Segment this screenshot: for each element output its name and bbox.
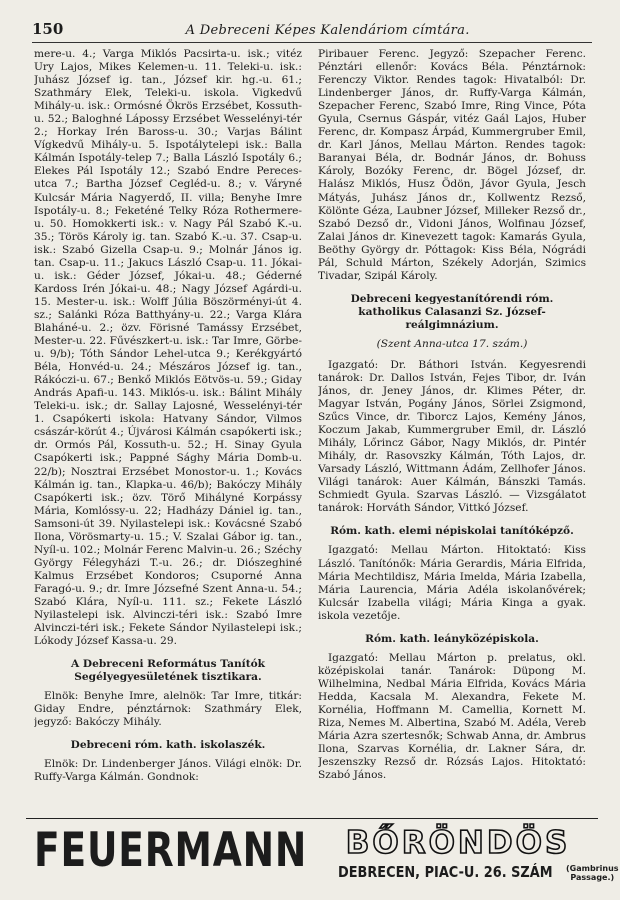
section-title-girls-school: Róm. kath. leányközépiskola. — [365, 632, 539, 645]
section-body-calasanzi-gymnasium: Igazgató: Dr. Báthori István. Kegyesrendi tanárok: Dr. Dallos István, Fejes Tibor, dr. Iván János, dr. Jeney János, dr. Klimes Péter, dr. Magyar István, Pogány János, Sörlei Zsigmond, Szűcs Vince, dr. Tiborcz Lajos, Kemény János, Koczum Jakab, Kummergruber Emil, dr. László Mihály, Lőrincz Gábor, Nagy Miklós, dr. Pintér Mihály, dr. Rasovszky Kálmán, Tóth Lajos, dr. Varsady László, Wittmann Ádám, Zellhofer János. Világi tanárok: Auer Kálmán, Bánszki Tamás. Schmiedt Gyula. Szarvas László. — Vizsgálatot tanárok: Horváth Sándor, Vittkó József. — [318, 358, 586, 515]
advert-note-line2: Passage.) — [570, 873, 615, 882]
advert-brand-name: FEUERMANN — [34, 823, 308, 878]
right-column — [318, 48, 586, 816]
section-title-teacher-training: Róm. kath. elemi népiskolai tanítóképző. — [330, 525, 574, 538]
section-body-reformed-teachers: Elnök: Benyhe Imre, alelnök: Tar Imre, titkár: Giday Endre, pénztárnok: Szathmáry Elek, jegyző: Bakóczy Mihály. — [34, 690, 302, 729]
advert-note-line1: (Gambrinus — [566, 864, 619, 873]
school-board-continued: Piribauer Ferenc. Jegyző: Szepacher Ferenc. Pénztári ellenőr: Kovács Béla. Pénztárnok: Ferenczy Viktor. Rendes tagok: Hivatalból: Dr. Lindenberger János, dr. Ruffy-Varga Kálmán, Szepacher Ferenc, Szabó Imre, Ring Vince, Póta Gyula, Csernus Gáspár, vitéz Gaál Lajos, Huber Ferenc, dr. Kompasz Árpád, Kummergruber Emil, dr. Karl János, Mellau Márton. Rendes tagok: Baranyai Béla, dr. Bodnár János, dr. Bohuss Károly, Bozóky Ferenc, dr. Bögel József, dr. Halász Miklós, Husz Ödön, Jávor Gyula, Jesch Mátyás, Juhász János dr., Kollwentz Rezső, Kölönte Géza, Laubner József, Milleker Rezső dr., Szabó Dezső dr., Vidoni János, Wolfinau József, Zalai János dr. Kinevezett tagok: Kamarás Gyula, Beöthy György dr. Póttagok: Kiss Béla, Nógrádi Pál, Schuld Márton, Székely Adorján, Szimics Tivadar, Szipál Károly. — [318, 48, 586, 282]
advert-shop-type: BŐRÖNDÖS — [345, 825, 571, 861]
section-subtitle-address: (Szent Anna-utca 17. szám.) — [376, 337, 528, 350]
section-body-teacher-training: Igazgató: Mellau Márton. Hitoktató: Kiss László. Tanítónők: Mária Gerardis, Mária Elfrida, Mária Mechtildisz, Mária Imelda, Mária Izabella, Mária Laurencia, Mária Adéla iskolanővérek; Kulcsár Izabella világi; Mária Kinga a gyak. iskola vezetője. — [318, 544, 586, 622]
teacher-directory-text: mere-u. 4.; Varga Miklós Pacsirta-u. isk.; vitéz Ury Lajos, Mikes Kelemen-u. 11. Teleki-u. isk.: Juhász József ig. tan., József kir. hg.-u. 61.; Szathmáry Elek, Teleki-u. iskola. Vigkedvű Mihály-u. isk.: Ormósné Ökrös Erzsébet, Kossuth-u. 52.; Baloghné Lápossy Erzsébet Wesselényi-tér 2.; Horkay Irén Baross-u. 30.; Varjas Bálint Vígkedvű Mihály-u. 5. Ispotálytelepi isk.: Balla Kálmán Ispotály-telep 7.; Balla László Ispotály 6.; Elekes Pál Ispotály 12.; Szabó Endre Pereces-utca 7.; Bartha József Cegléd-u. 8.; v. Váryné Kulcsár Mária Nagyerdő, II. villa; Benyhe Imre Ispotály-u. 8.; Feketéné Telky Róza Rothermere-u. 50. Homokkerti isk.: v. Nagy Pál Szabó K.-u. 35.; Törös Károly ig. tan. Szabó K.-u. 37. Csap-u. isk.: Szabó Gizella Csap-u. 9.; Molnár János ig. tan. Csap-u. 11.; Jakucs László Csap-u. 11. Jókai-u. isk.: Géder József, Jókai-u. 48.; Géderné Kardoss Irén Jókai-u. 48.; Nagy József Agárdi-u. 15. Mester-u. isk.: Wolff Júlia Böszörményi-út 4. sz.; Salánki Róza Batthyány-u. 22.; Varga Klára Blaháné-u. 2.; özv. Förisné Tamássy Erzsébet, Mester-u. 22. Fűvészkert-u. isk.: Tar Imre, Görbe-u. 9/b); Tóth Sándor Lehel-utca 9.; Kerékgyártó Béla, Honvéd-u. 24.; Mészáros József ig. tan., Rákóczi-u. 67.; Benkő Miklós Eötvös-u. 59.; Giday András Apafi-u. 143. Miklós-u. isk.: Bálint Mihály Teleki-u. isk.; dr. Sallay Lajosné, Wesselényi-tér 1. Csapókerti iskola: Hatvany Sándor, Vilmos császár-körút 4.; Újvárosi Kálmán csapókerti isk.; dr. Ormós Pál, Kossuth-u. 52.; H. Sinay Gyula Csapókerti isk.; Pappné Sághy Mária Domb-u. 22/b); Nosztrai Erzsébet Monostor-u. 1.; Kovács Kálmán ig. tan., Klapka-u. 46/b); Bakóczy Mihály Csapókerti isk.; özv. Törő Mihályné Korpássy Mária, Komlóssy-u. 22; Hadházy Dániel ig. tan., Samsoni-út 39. Nyilastelepi isk.: Kovácsné Szabó Ilona, Vörösmarty-u. 15.; V. Szalai Gábor ig. tan., Nyíl-u. 102.; Molnár Ferenc Malvin-u. 26.; Széchy György Félegyházi T.-u. 26.; dr. Diószeghiné Kalmus Erzsébet Kondoros; Csuporné Anna Faragó-u. 9.; dr. Imre Józsefné Szent Anna-u. 54.; Szabó Klára, Nyíl-u. 111. sz.; Fekete László Nyilastelepi isk. Alvinczi-téri isk.: Szabó Imre Alvinczi-téri isk.; Fekete Sándor Nyilastelepi isk.; Lókody József Kassa-u. 29. — [34, 48, 302, 648]
section-title-reformed-teachers: A Debreceni Református Tanítók Segélyegyesületének tisztikara. — [71, 658, 265, 684]
page-number: 150 — [32, 20, 64, 38]
advert-location-note — [566, 864, 619, 882]
page-header — [32, 20, 592, 42]
section-title-calasanzi-gymnasium: Debreceni kegyestanítórendi róm. katholikus Calasanzi Sz. József-reálgimnázium. — [350, 292, 554, 331]
section-body-school-board: Elnök: Dr. Lindenberger János. Világi elnök: Dr. Ruffy-Varga Kálmán. Gondnok: — [34, 758, 302, 784]
advert-address: DEBRECEN, PIAC-U. 26. SZÁM — [338, 863, 553, 881]
running-title: A Debreceni Képes Kalendáriom címtára. — [185, 23, 470, 38]
section-title-school-board: Debreceni róm. kath. iskolaszék. — [70, 739, 266, 752]
header-rule — [32, 42, 592, 43]
section-body-girls-school: Igazgató: Mellau Márton p. prelatus, okl. középiskolai tanár. Tanárok: Düpong M. Wilhelmina, Nedbal Mária Elfrida, Kovács Mária Hedda, Kacsala M. Alexandra, Fekete M. Kornélia, Hoffmann M. Camellia, Kornett M. Riza, Nemes M. Albertina, Szabó M. Adéla, Vereb Mária Azra szertesnők; Schwab Anna, dr. Ambrus Ilona, Szarvas Kornélia, dr. Lakner Sára, dr. Jeszenszky Rezső dr. Rózsás Lajos. Hitoktató: Szabó János. — [318, 651, 586, 782]
advertisement-banner — [26, 818, 619, 883]
left-column — [34, 48, 302, 816]
